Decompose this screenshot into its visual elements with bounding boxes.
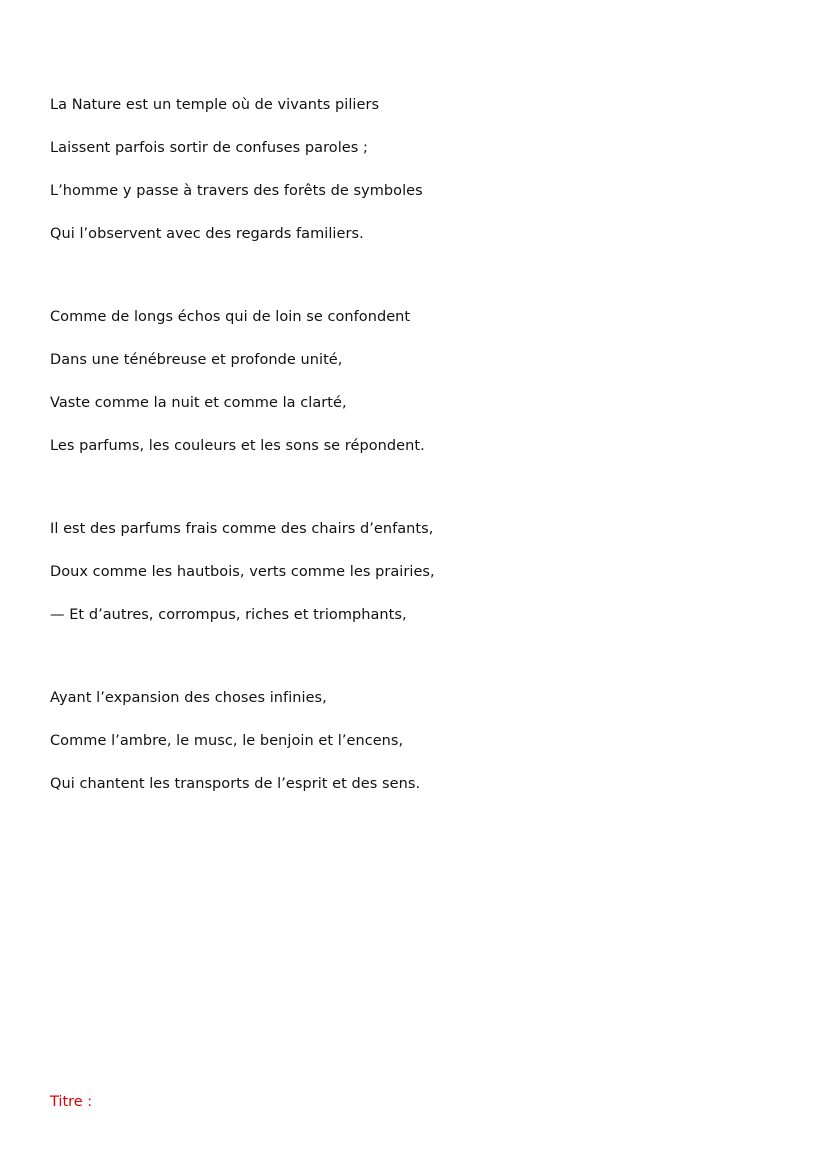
- poem-line: Comme de longs échos qui de loin se confondent: [50, 309, 411, 325]
- poem-body: [50, 84, 790, 806]
- poem-line: Il est des parfums frais comme des chairs d’enfants,: [50, 521, 434, 537]
- poem-line: Comme l’ambre, le musc, le benjoin et l’encens,: [50, 733, 404, 749]
- poem-line: Laissent parfois sortir de confuses paroles ;: [50, 140, 368, 156]
- poem-line: Les parfums, les couleurs et les sons se répondent.: [50, 438, 425, 454]
- stanza-1: [50, 84, 790, 256]
- poem-line: Ayant l’expansion des choses infinies,: [50, 690, 327, 706]
- poem-line: Qui l’observent avec des regards familiers.: [50, 226, 364, 242]
- poem-line: — Et d’autres, corrompus, riches et triomphants,: [50, 607, 407, 623]
- poem-line: Doux comme les hautbois, verts comme les prairies,: [50, 564, 435, 580]
- poem-line: Vaste comme la nuit et comme la clarté,: [50, 395, 347, 411]
- poem-line: Dans une ténébreuse et profonde unité,: [50, 352, 343, 368]
- stanza-2: [50, 296, 790, 468]
- title-label: Titre :: [50, 1094, 93, 1110]
- stanza-4: [50, 677, 790, 806]
- stanza-3: [50, 508, 790, 637]
- poem-line: La Nature est un temple où de vivants piliers: [50, 97, 380, 113]
- poem-line: Qui chantent les transports de l’esprit et des sens.: [50, 776, 421, 792]
- poem-line: L’homme y passe à travers des forêts de symboles: [50, 183, 423, 199]
